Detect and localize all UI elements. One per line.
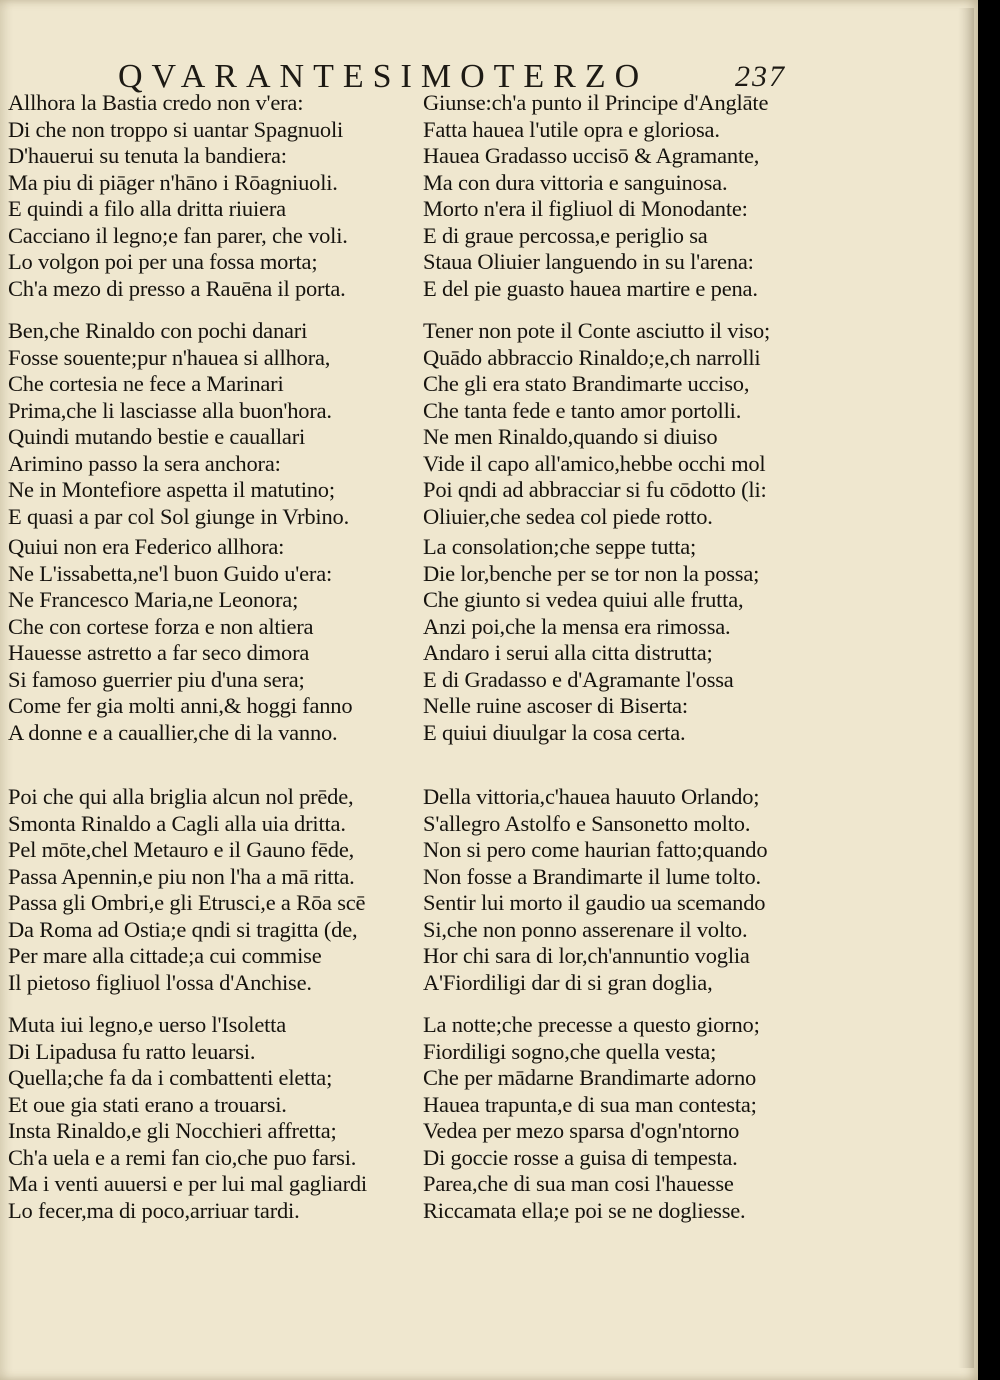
verse-line: Andaro i serui alla citta distrutta; [423,640,713,665]
verse-line: Prima,che li lasciasse alla buon'hora. [8,397,332,423]
verse-line: Che giunto si vedea quiui alle frutta, [423,587,744,612]
verse-line: La notte;che precesse a questo giorno; [423,1012,760,1037]
verse-line: Ne men Rinaldo,quando si diuiso [423,424,718,449]
verse-line: Di Lipadusa fu ratto leuarsi. [8,1038,256,1064]
verse-line: Riccamata ella;e poi se ne dogliesse. [423,1197,746,1223]
verse-line: Vide il capo all'amico,hebbe occhi mol [423,450,766,476]
verse-line: Poi che qui alla briglia alcun nol prēde, [8,784,354,809]
verse-line: Si,che non ponno asserenare il volto. [423,916,748,942]
verse-line: Che tanta fede e tanto amor portolli. [423,397,742,423]
verse-line: Ch'a mezo di presso a Rauēna il porta. [8,275,346,301]
stanza [423,534,759,746]
verse-line: A donne e a cauallier,che di la vanno. [8,719,338,745]
verse-line: Hauea trapunta,e di sua man contesta; [423,1091,757,1117]
verse-line: Hauea Gradasso uccisō & Agramante, [423,143,760,168]
verse-line: Morto n'era il figliuol di Monodante: [423,196,748,221]
verse-line: Arimino passo la sera anchora: [8,450,281,476]
verse-line: Cacciano il legno;e fan parer, che voli. [8,222,348,248]
verse-line: Quella;che fa da i combattenti eletta; [8,1065,333,1090]
verse-line: Ma con dura vittoria e sanguinosa. [423,169,728,195]
verse-line: Si famoso guerrier piu d'una sera; [8,666,305,692]
verse-line: Lo volgon poi per una fossa morta; [8,249,318,274]
verse-line: Che per mādarne Brandimarte adorno [423,1065,757,1090]
stanza [8,784,365,996]
verse-line: Et oue gia stati erano a trouarsi. [8,1091,287,1117]
verse-line: A'Fiordiligi dar di si gran doglia, [423,969,713,995]
page-number: 237 [735,60,786,93]
verse-line: Insta Rinaldo,e gli Nocchieri affretta; [8,1118,337,1143]
verse-line: Non si pero come haurian fatto;quando [423,837,768,862]
verse-line: Fiordiligi sogno,che quella vesta; [423,1038,717,1064]
stanza [8,318,349,530]
verse-line: Ne Francesco Maria,ne Leonora; [8,587,299,612]
stanza [8,1012,367,1224]
verse-line: Il pietoso figliuol l'ossa d'Anchise. [8,969,312,995]
verse-line: Staua Oliuier languendo in su l'arena: [423,249,754,274]
stanza [8,534,352,746]
verse-line: E quasi a par col Sol giunge in Vrbino. [8,503,350,529]
verse-line: Poi qndi ad abbracciar si fu cōdotto (li: [423,477,767,502]
stanza [423,90,768,302]
verse-line: Ma i venti auuersi e per lui mal gagliardi [8,1171,367,1196]
verse-line: Passa gli Ombri,e gli Etrusci,e a Rōa scē [8,890,366,915]
verse-line: Tener non pote il Conte asciutto il viso; [423,318,771,343]
verse-line: Oliuier,che sedea col piede rotto. [423,503,713,529]
verse-line: Giunse:ch'a punto il Principe d'Anglāte [423,90,769,115]
verse-line: E quindi a filo alla dritta riuiera [8,196,286,221]
stanza [8,90,348,302]
verse-line: Quiui non era Federico allhora: [8,534,285,559]
verse-line: Ma piu di piāger n'hāno i Rōagniuoli. [8,169,338,195]
verse-line: Ch'a uela e a remi fan cio,che puo farsi. [8,1144,357,1170]
stanza [423,784,767,996]
verse-line: Ne L'issabetta,ne'l buon Guido u'era: [8,560,333,586]
verse-line: Vedea per mezo sparsa d'ogn'ntorno [423,1118,740,1143]
verse-line: Parea,che di sua man cosi l'hauesse [423,1171,734,1196]
verse-line: Che cortesia ne fece a Marinari [8,371,284,396]
verse-line: Che con cortese forza e non altiera [8,613,314,639]
verse-line: Hor chi sara di lor,ch'annuntio voglia [423,943,750,968]
verse-line: S'allegro Astolfo e Sansonetto molto. [423,810,751,836]
verse-line: Anzi poi,che la mensa era rimossa. [423,613,731,639]
running-title: QVARANTESIMOTERZO [118,58,649,95]
verse-line: Da Roma ad Ostia;e qndi si tragitta (de, [8,916,358,942]
verse-line: Quindi mutando bestie e cauallari [8,424,306,449]
verse-line: Che gli era stato Brandimarte ucciso, [423,371,750,396]
verse-line: Della vittoria,c'hauea hauuto Orlando; [423,784,760,809]
verse-line: Di goccie rosse a guisa di tempesta. [423,1144,738,1170]
verse-line: Muta iui legno,e uerso l'Isoletta [8,1012,287,1037]
verse-line: Lo fecer,ma di poco,arriuar tardi. [8,1197,300,1223]
verse-line: Pel mōte,chel Metauro e il Gauno fēde, [8,837,355,862]
page-edge-shadow [958,8,974,1368]
verse-line: Die lor,benche per se tor non la possa; [423,560,760,586]
verse-line: La consolation;che seppe tutta; [423,534,697,559]
stanza [423,318,770,530]
verse-line: E quiui diuulgar la cosa certa. [423,719,686,745]
verse-line: Quādo abbraccio Rinaldo;e,ch narrolli [423,344,761,370]
verse-line: Passa Apennin,e piu non l'ha a mā ritta. [8,863,355,889]
verse-line: Allhora la Bastia credo non v'era: [8,90,304,115]
verse-line: Sentir lui morto il gaudio ua scemando [423,890,766,915]
verse-line: D'hauerui su tenuta la bandiera: [8,143,287,168]
verse-line: Smonta Rinaldo a Cagli alla uia dritta. [8,810,346,836]
verse-line: Hauesse astretto a far seco dimora [8,640,310,665]
verse-line: Ben,che Rinaldo con pochi danari [8,318,308,343]
verse-line: Di che non troppo si uantar Spagnuoli [8,116,344,142]
verse-line: Come fer gia molti anni,& hoggi fanno [8,693,353,718]
verse-line: E di Gradasso e d'Agramante l'ossa [423,666,734,692]
verse-line: Per mare alla cittade;a cui commise [8,943,322,968]
verse-line: E del pie guasto hauea martire e pena. [423,275,758,301]
stanza [423,1012,760,1224]
verse-line: Nelle ruine ascoser di Biserta: [423,693,688,718]
verse-line: E di graue percossa,e periglio sa [423,222,708,248]
verse-line: Ne in Montefiore aspetta il matutino; [8,477,335,502]
verse-line: Fosse souente;pur n'hauea si allhora, [8,344,331,370]
verse-line: Non fosse a Brandimarte il lume tolto. [423,863,761,889]
verse-line: Fatta hauea l'utile opra e gloriosa. [423,116,720,142]
